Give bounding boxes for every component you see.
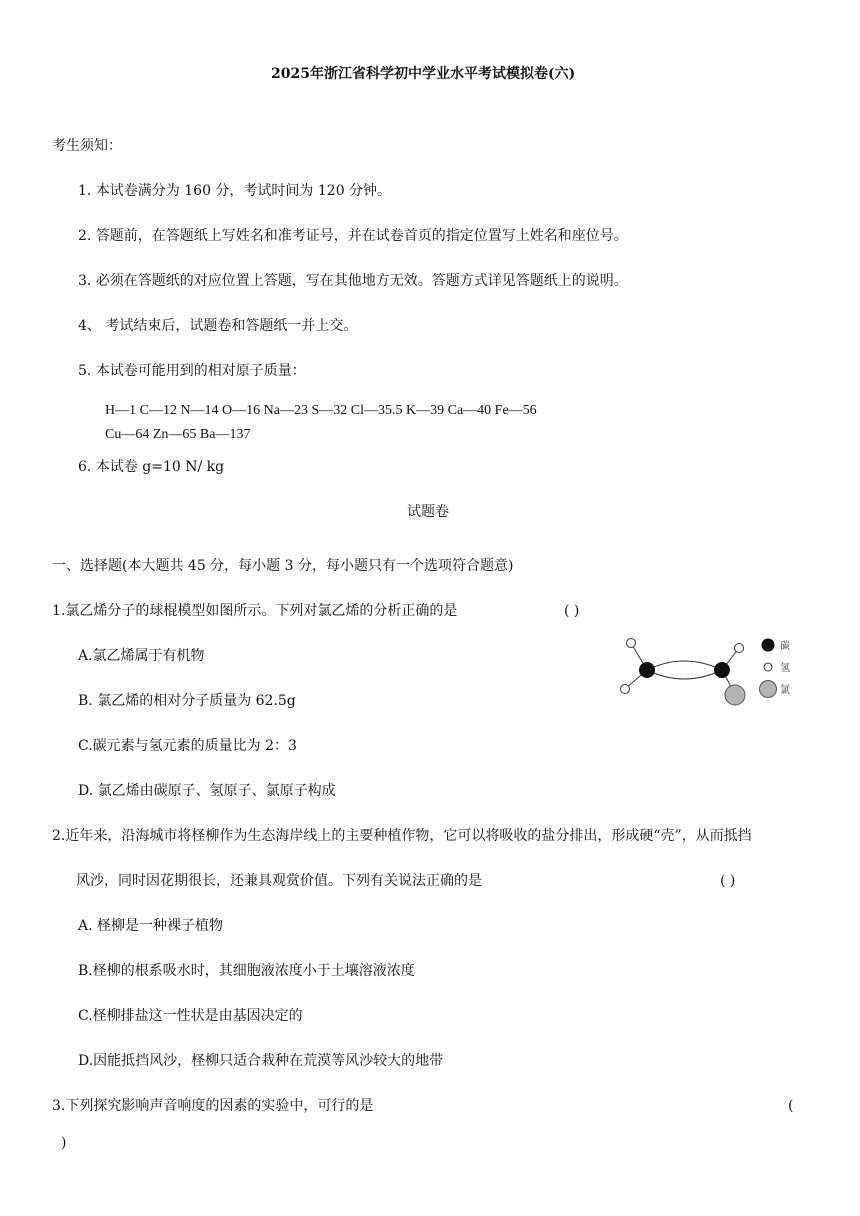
legend-chlorine-icon	[760, 681, 777, 698]
question-3-bracket-open: (	[788, 1098, 794, 1114]
legend-chlorine-label: 氯	[780, 685, 790, 696]
legend-hydrogen-label: 氢	[780, 663, 790, 674]
question-1-option-b: B. 氯乙烯的相对分子质量为 62.5g	[78, 693, 296, 709]
notice-item-5: 5. 本试卷可能用到的相对原子质量：	[78, 363, 306, 379]
section-heading: 一、选择题(本大题共 45 分，每小题 3 分，每小题只有一个选项符合题意)	[52, 558, 514, 574]
question-2-option-a: A. 柽柳是一种裸子植物	[78, 918, 224, 934]
question-2-option-c: C.柽柳排盐这一性状是由基因决定的	[78, 1008, 303, 1024]
notice-item-3: 3. 必须在答题纸的对应位置上答题，写在其他地方无效。答题方式详见答题纸上的说明。	[78, 273, 628, 289]
question-2-bracket: ( )	[720, 873, 736, 889]
carbon-atom	[715, 663, 730, 678]
double-bond-upper	[647, 661, 722, 670]
notice-heading: 考生须知：	[52, 138, 122, 154]
question-2-stem-line-1: 2.近年来，沿海城市将柽柳作为生态海岸线上的主要种植作物，它可以将吸收的盐分排出，形成硬“壳”，从而抵挡	[52, 828, 752, 844]
question-1-option-c: C.碳元素与氢元素的质量比为 2：3	[78, 738, 297, 754]
notice-item-6: 6. 本试卷 g=10 N/ kg	[78, 459, 225, 475]
hydrogen-atom	[621, 685, 630, 694]
question-1-stem: 1.氯乙烯分子的球棍模型如图所示。下列对氯乙烯的分析正确的是	[52, 603, 458, 619]
question-1-option-d: D. 氯乙烯由碳原子、氢原子、氯原子构成	[78, 783, 336, 799]
paper-label: 试题卷	[407, 504, 449, 520]
question-2-option-b: B.柽柳的根系吸水时，其细胞液浓度小于土壤溶液浓度	[78, 963, 415, 979]
notice-item-4: 4、 考试结束后，试题卷和答题纸一并上交。	[78, 318, 358, 334]
chlorine-atom	[725, 685, 745, 705]
vinyl-chloride-ball-stick-model	[614, 634, 804, 712]
page-title: 2025年浙江省科学初中学业水平考试模拟卷(六)	[271, 66, 576, 82]
notice-item-2: 2. 答题前，在答题纸上写姓名和准考证号，并在试卷首页的指定位置写上姓名和座位号。	[78, 228, 628, 244]
question-2-option-d: D.因能抵挡风沙，柽柳只适合栽种在荒漠等风沙较大的地带	[78, 1053, 444, 1069]
question-2-stem-line-2: 风沙，同时因花期很长，还兼具观赏价值。下列有关说法正确的是	[76, 873, 482, 889]
atomic-masses-line-1: H—1 C—12 N—14 O—16 Na—23 S—32 Cl—35.5 K—39 Ca—40 Fe—56	[105, 403, 537, 418]
double-bond-lower	[647, 670, 722, 679]
carbon-atom	[640, 663, 655, 678]
question-3-bracket-close: )	[61, 1135, 67, 1151]
notice-item-1: 1. 本试卷满分为 160 分，考试时间为 120 分钟。	[78, 183, 392, 199]
hydrogen-atom	[735, 644, 744, 653]
legend-carbon-icon	[762, 639, 775, 652]
atomic-masses-line-2: Cu—64 Zn—65 Ba—137	[105, 427, 251, 442]
question-1-bracket: ( )	[564, 603, 580, 619]
legend-carbon-label: 碳	[780, 641, 790, 652]
hydrogen-atom	[627, 639, 636, 648]
question-1-option-a: A.氯乙烯属于有机物	[78, 648, 205, 664]
question-3-stem: 3.下列探究影响声音响度的因素的实验中，可行的是	[52, 1098, 374, 1114]
legend-hydrogen-icon	[764, 663, 772, 671]
